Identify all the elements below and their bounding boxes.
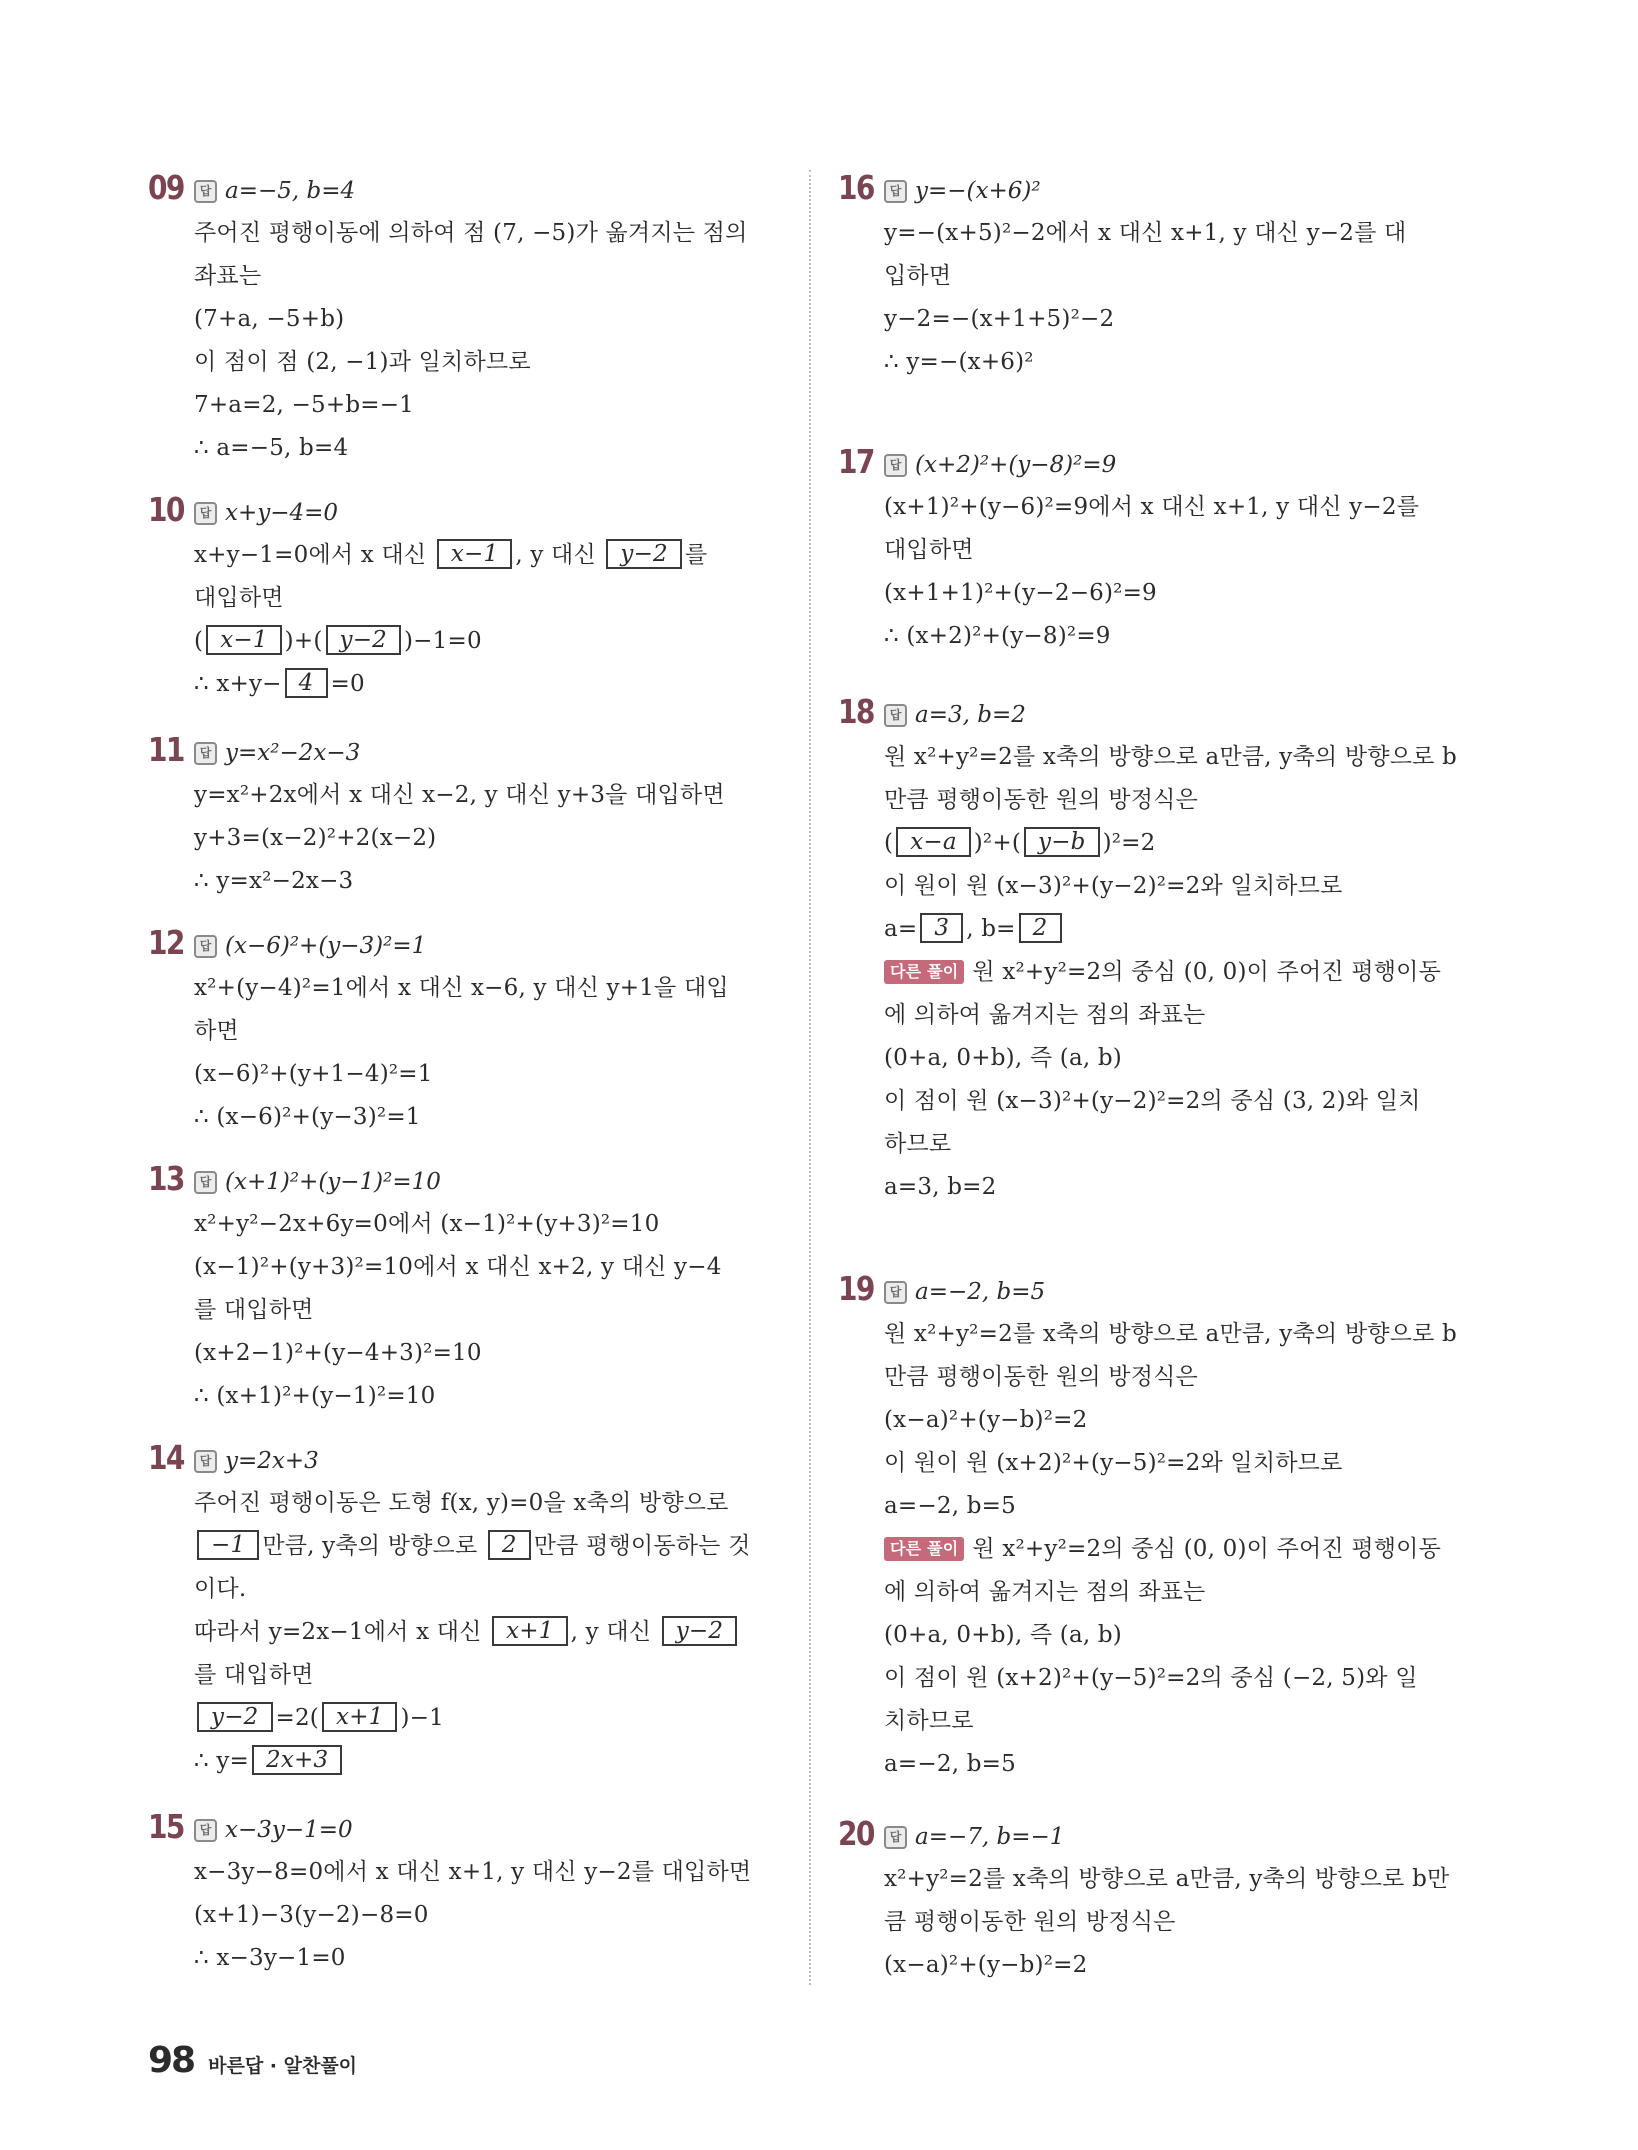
solution-line bbox=[884, 1166, 1478, 1209]
solution-line bbox=[884, 1442, 1478, 1485]
text-run: y−2=−(x+1+5)²−2 bbox=[884, 306, 1115, 332]
answer-badge-icon: 답 bbox=[194, 935, 217, 958]
text-run: )−1 bbox=[400, 1705, 444, 1731]
problem-number: 15 bbox=[148, 1807, 184, 1846]
answer-badge-icon: 답 bbox=[194, 742, 217, 765]
answer-badge-icon: 답 bbox=[194, 1450, 217, 1473]
solution-line bbox=[194, 1937, 788, 1980]
solution-line bbox=[884, 951, 1478, 994]
text-run: (0+a, 0+b), 즉 (a, b) bbox=[884, 1622, 1122, 1648]
text-run: 하므로 bbox=[884, 1131, 952, 1157]
answer-line bbox=[884, 694, 1478, 736]
problem-12 bbox=[148, 925, 788, 1139]
solution-line bbox=[884, 341, 1478, 384]
footer-label: 바른답 · 알찬풀이 bbox=[208, 2055, 358, 2077]
problem-number: 17 bbox=[838, 442, 874, 481]
text-run: )−1=0 bbox=[404, 628, 482, 654]
text-run: 만큼 평행이동한 원의 방정식은 bbox=[884, 1364, 1198, 1390]
solution-line bbox=[884, 1037, 1478, 1080]
problem-number: 10 bbox=[148, 490, 184, 529]
blank-box: x+1 bbox=[492, 1616, 567, 1646]
answer-text: a=−7, b=−1 bbox=[915, 1824, 1065, 1850]
blank-box: x−1 bbox=[437, 539, 512, 569]
answer-line bbox=[194, 170, 788, 212]
text-run: ∴ x−3y−1=0 bbox=[194, 1945, 346, 1971]
text-run: x²+(y−4)²=1에서 x 대신 x−6, y 대신 y+1을 대입 bbox=[194, 975, 729, 1001]
page-number: 98 bbox=[148, 2040, 195, 2081]
text-run: (x−a)²+(y−b)²=2 bbox=[884, 1952, 1088, 1978]
text-run: 만큼 평행이동한 원의 방정식은 bbox=[884, 787, 1198, 813]
text-run: 따라서 y=2x−1에서 x 대신 bbox=[194, 1619, 490, 1645]
answer-line bbox=[194, 1161, 788, 1203]
blank-box: y−b bbox=[1024, 827, 1100, 857]
text-run: (x+2−1)²+(y−4+3)²=10 bbox=[194, 1340, 482, 1366]
solution-line bbox=[884, 1485, 1478, 1528]
problem-14 bbox=[148, 1440, 788, 1783]
solution-line bbox=[884, 1123, 1478, 1166]
blank-box: x−1 bbox=[206, 625, 281, 655]
answer-line bbox=[884, 1271, 1478, 1313]
solution-line bbox=[884, 572, 1478, 615]
answer-text: x−3y−1=0 bbox=[225, 1817, 353, 1843]
text-run: ∴ (x−6)²+(y−3)²=1 bbox=[194, 1104, 421, 1130]
text-run: 원 x²+y²=2의 중심 (0, 0)이 주어진 평행이동 bbox=[972, 1536, 1441, 1562]
text-run: a= bbox=[884, 916, 918, 942]
solution-line bbox=[884, 1743, 1478, 1786]
solution-line bbox=[884, 1571, 1478, 1614]
text-run: 좌표는 bbox=[194, 263, 262, 289]
problem-number: 13 bbox=[148, 1159, 184, 1198]
problem-10 bbox=[148, 492, 788, 706]
problem-16 bbox=[838, 170, 1478, 384]
solution-line bbox=[884, 212, 1478, 255]
text-run: ∴ (x+2)²+(y−8)²=9 bbox=[884, 623, 1111, 649]
solution-line bbox=[194, 860, 788, 903]
text-run: x+y−1=0에서 x 대신 bbox=[194, 542, 434, 568]
answer-badge-icon: 답 bbox=[884, 180, 907, 203]
text-run: ∴ y=x²−2x−3 bbox=[194, 868, 354, 894]
alt-solution-badge: 다른 풀이 bbox=[884, 960, 964, 984]
answer-text: (x+1)²+(y−1)²=10 bbox=[225, 1169, 441, 1195]
solution-line bbox=[194, 1203, 788, 1246]
text-run: x²+y²=2를 x축의 방향으로 a만큼, y축의 방향으로 b만 bbox=[884, 1866, 1450, 1892]
solution-line bbox=[884, 1528, 1478, 1571]
text-run: a=−2, b=5 bbox=[884, 1493, 1016, 1519]
text-run: a=3, b=2 bbox=[884, 1174, 997, 1200]
solution-line bbox=[884, 908, 1478, 951]
blank-box: y−2 bbox=[197, 1702, 273, 1732]
answer-text: (x−6)²+(y−3)²=1 bbox=[225, 933, 427, 959]
text-run: (x−6)²+(y+1−4)²=1 bbox=[194, 1061, 433, 1087]
text-run: ∴ a=−5, b=4 bbox=[194, 435, 349, 461]
solution-line bbox=[884, 1700, 1478, 1743]
solution-line bbox=[884, 1858, 1478, 1901]
answer-line bbox=[194, 492, 788, 534]
solution-line bbox=[194, 427, 788, 470]
text-run: 를 bbox=[684, 542, 708, 568]
answer-badge-icon: 답 bbox=[194, 180, 217, 203]
text-run: ( bbox=[194, 628, 204, 654]
text-run: ∴ x+y− bbox=[194, 671, 282, 697]
text-run: 이 원이 원 (x−3)²+(y−2)²=2와 일치하므로 bbox=[884, 873, 1343, 899]
page-footer bbox=[148, 2040, 357, 2081]
text-run: =0 bbox=[330, 671, 365, 697]
blank-box: 2 bbox=[488, 1530, 531, 1560]
solution-line bbox=[884, 486, 1478, 529]
problem-09 bbox=[148, 170, 788, 470]
right-column bbox=[838, 170, 1478, 1987]
text-run: y=x²+2x에서 x 대신 x−2, y 대신 y+3을 대입하면 bbox=[194, 782, 725, 808]
solution-line bbox=[194, 1289, 788, 1332]
text-run: 이다. bbox=[194, 1576, 247, 1602]
text-run: =2( bbox=[275, 1705, 319, 1731]
answer-line bbox=[194, 1440, 788, 1482]
solution-line bbox=[194, 1611, 788, 1654]
text-run: 원 x²+y²=2를 x축의 방향으로 a만큼, y축의 방향으로 b bbox=[884, 1321, 1457, 1347]
text-run: )²+( bbox=[973, 830, 1021, 856]
text-run: 에 의하여 옮겨지는 점의 좌표는 bbox=[884, 1579, 1206, 1605]
solution-line bbox=[194, 1568, 788, 1611]
solution-line bbox=[194, 1010, 788, 1053]
blank-box: y−2 bbox=[606, 539, 682, 569]
solution-line bbox=[884, 1080, 1478, 1123]
problem-number: 18 bbox=[838, 692, 874, 731]
problem-number: 12 bbox=[148, 923, 184, 962]
text-run: 를 대입하면 bbox=[194, 1297, 314, 1323]
blank-box: y−2 bbox=[326, 625, 402, 655]
answer-text: x+y−4=0 bbox=[225, 500, 339, 526]
text-run: 이 점이 원 (x+2)²+(y−5)²=2의 중심 (−2, 5)와 일 bbox=[884, 1665, 1418, 1691]
solution-line bbox=[194, 774, 788, 817]
text-run: 이 원이 원 (x+2)²+(y−5)²=2와 일치하므로 bbox=[884, 1450, 1343, 1476]
blank-box: 3 bbox=[920, 913, 963, 943]
blank-box: x−a bbox=[896, 827, 971, 857]
answer-text: (x+2)²+(y−8)²=9 bbox=[915, 452, 1117, 478]
text-run: 주어진 평행이동에 의하여 점 (7, −5)가 옮겨지는 점의 bbox=[194, 220, 748, 246]
answer-badge-icon: 답 bbox=[884, 1281, 907, 1304]
text-run: (x−1)²+(y+3)²=10에서 x 대신 x+2, y 대신 y−4 bbox=[194, 1254, 722, 1280]
problem-number: 16 bbox=[838, 168, 874, 207]
solution-line bbox=[884, 615, 1478, 658]
solution-line bbox=[884, 736, 1478, 779]
solution-line bbox=[884, 298, 1478, 341]
solution-line bbox=[884, 1657, 1478, 1700]
blank-box: 4 bbox=[285, 668, 328, 698]
text-run: (x+1)−3(y−2)−8=0 bbox=[194, 1902, 429, 1928]
answer-line bbox=[194, 732, 788, 774]
text-run: ∴ (x+1)²+(y−1)²=10 bbox=[194, 1383, 436, 1409]
problem-number: 11 bbox=[148, 730, 184, 769]
solution-line bbox=[194, 1246, 788, 1289]
solution-line bbox=[194, 1894, 788, 1937]
text-run: , y 대신 bbox=[570, 1619, 659, 1645]
text-run: 치하므로 bbox=[884, 1708, 974, 1734]
solution-line bbox=[884, 255, 1478, 298]
text-run: 만큼 평행이동하는 것 bbox=[533, 1533, 751, 1559]
text-run: ( bbox=[884, 830, 894, 856]
text-run: 대입하면 bbox=[194, 585, 284, 611]
text-run: (x+1)²+(y−6)²=9에서 x 대신 x+1, y 대신 y−2를 bbox=[884, 494, 1420, 520]
problem-number: 14 bbox=[148, 1438, 184, 1477]
answer-text: a=−2, b=5 bbox=[915, 1279, 1046, 1305]
solution-line bbox=[194, 255, 788, 298]
blank-box: 2x+3 bbox=[252, 1745, 342, 1775]
solution-line bbox=[194, 1096, 788, 1139]
solution-line bbox=[194, 577, 788, 620]
answer-text: y=x²−2x−3 bbox=[225, 740, 361, 766]
solution-line bbox=[884, 1901, 1478, 1944]
text-run: )+( bbox=[284, 628, 323, 654]
solution-line bbox=[194, 1740, 788, 1783]
solution-line bbox=[884, 1399, 1478, 1442]
answer-line bbox=[884, 170, 1478, 212]
solution-line bbox=[884, 1614, 1478, 1657]
problem-number: 09 bbox=[148, 168, 184, 207]
solution-line bbox=[194, 1654, 788, 1697]
text-run: 이 점이 원 (x−3)²+(y−2)²=2의 중심 (3, 2)와 일치 bbox=[884, 1088, 1421, 1114]
text-run: (x+1+1)²+(y−2−6)²=9 bbox=[884, 580, 1157, 606]
problem-20 bbox=[838, 1816, 1478, 1987]
solution-line bbox=[884, 865, 1478, 908]
problem-18 bbox=[838, 694, 1478, 1209]
text-run: y=−(x+5)²−2에서 x 대신 x+1, y 대신 y−2를 대 bbox=[884, 220, 1407, 246]
blank-box: −1 bbox=[197, 1530, 259, 1560]
solution-line bbox=[194, 967, 788, 1010]
answer-line bbox=[884, 1816, 1478, 1858]
solution-line bbox=[884, 1356, 1478, 1399]
solution-line bbox=[194, 663, 788, 706]
answer-badge-icon: 답 bbox=[884, 454, 907, 477]
solution-line bbox=[884, 994, 1478, 1037]
problem-19 bbox=[838, 1271, 1478, 1786]
solution-line bbox=[884, 1944, 1478, 1987]
problem-11 bbox=[148, 732, 788, 903]
text-run: 대입하면 bbox=[884, 537, 974, 563]
solution-line bbox=[194, 817, 788, 860]
blank-box: y−2 bbox=[662, 1616, 738, 1646]
problem-number: 19 bbox=[838, 1269, 874, 1308]
text-run: 에 의하여 옮겨지는 점의 좌표는 bbox=[884, 1002, 1206, 1028]
solution-line bbox=[194, 384, 788, 427]
solution-line bbox=[194, 341, 788, 384]
text-run: (x−a)²+(y−b)²=2 bbox=[884, 1407, 1088, 1433]
answer-badge-icon: 답 bbox=[194, 502, 217, 525]
text-run: 하면 bbox=[194, 1018, 239, 1044]
solution-line bbox=[194, 620, 788, 663]
answer-line bbox=[884, 444, 1478, 486]
answer-badge-icon: 답 bbox=[194, 1819, 217, 1842]
solution-line bbox=[194, 1482, 788, 1525]
text-run: , b= bbox=[966, 916, 1016, 942]
answer-badge-icon: 답 bbox=[884, 704, 907, 727]
solution-line bbox=[194, 212, 788, 255]
solution-line bbox=[194, 1525, 788, 1568]
solution-line bbox=[194, 1375, 788, 1418]
column-divider bbox=[809, 170, 811, 1985]
solution-line bbox=[194, 534, 788, 577]
problem-number: 20 bbox=[838, 1814, 874, 1853]
text-run: 이 점이 점 (2, −1)과 일치하므로 bbox=[194, 349, 531, 375]
text-run: 주어진 평행이동은 도형 f(x, y)=0을 x축의 방향으로 bbox=[194, 1490, 729, 1516]
solution-line bbox=[884, 529, 1478, 572]
solution-line bbox=[194, 1697, 788, 1740]
text-run: 입하면 bbox=[884, 263, 952, 289]
alt-solution-badge: 다른 풀이 bbox=[884, 1537, 964, 1561]
text-run: 큼 평행이동한 원의 방정식은 bbox=[884, 1909, 1176, 1935]
text-run: y+3=(x−2)²+2(x−2) bbox=[194, 825, 437, 851]
text-run: 만큼, y축의 방향으로 bbox=[262, 1533, 485, 1559]
solution-line bbox=[884, 1313, 1478, 1356]
text-run: (0+a, 0+b), 즉 (a, b) bbox=[884, 1045, 1122, 1071]
solution-line bbox=[194, 1332, 788, 1375]
problem-17 bbox=[838, 444, 1478, 658]
text-run: , y 대신 bbox=[515, 542, 604, 568]
answer-text: a=−5, b=4 bbox=[225, 178, 356, 204]
text-run: x²+y²−2x+6y=0에서 (x−1)²+(y+3)²=10 bbox=[194, 1211, 660, 1237]
text-run: (7+a, −5+b) bbox=[194, 306, 345, 332]
problem-15 bbox=[148, 1809, 788, 1980]
solution-line bbox=[194, 1851, 788, 1894]
problem-13 bbox=[148, 1161, 788, 1418]
answer-text: y=2x+3 bbox=[225, 1448, 319, 1474]
solution-line bbox=[194, 298, 788, 341]
answer-badge-icon: 답 bbox=[194, 1171, 217, 1194]
text-run: 원 x²+y²=2를 x축의 방향으로 a만큼, y축의 방향으로 b bbox=[884, 744, 1457, 770]
text-run: 7+a=2, −5+b=−1 bbox=[194, 392, 415, 418]
answer-text: y=−(x+6)² bbox=[915, 178, 1041, 204]
solution-line bbox=[884, 779, 1478, 822]
text-run: x−3y−8=0에서 x 대신 x+1, y 대신 y−2를 대입하면 bbox=[194, 1859, 752, 1885]
blank-box: x+1 bbox=[322, 1702, 397, 1732]
answer-text: a=3, b=2 bbox=[915, 702, 1026, 728]
blank-box: 2 bbox=[1019, 913, 1062, 943]
left-column bbox=[148, 170, 788, 1980]
answer-line bbox=[194, 1809, 788, 1851]
text-run: a=−2, b=5 bbox=[884, 1751, 1016, 1777]
text-run: 원 x²+y²=2의 중심 (0, 0)이 주어진 평행이동 bbox=[972, 959, 1441, 985]
solution-line bbox=[194, 1053, 788, 1096]
solution-line bbox=[884, 822, 1478, 865]
answer-badge-icon: 답 bbox=[884, 1826, 907, 1849]
answer-line bbox=[194, 925, 788, 967]
text-run: 를 대입하면 bbox=[194, 1662, 314, 1688]
text-run: ∴ y=−(x+6)² bbox=[884, 349, 1034, 375]
text-run: ∴ y= bbox=[194, 1748, 250, 1774]
text-run: )²=2 bbox=[1102, 830, 1156, 856]
